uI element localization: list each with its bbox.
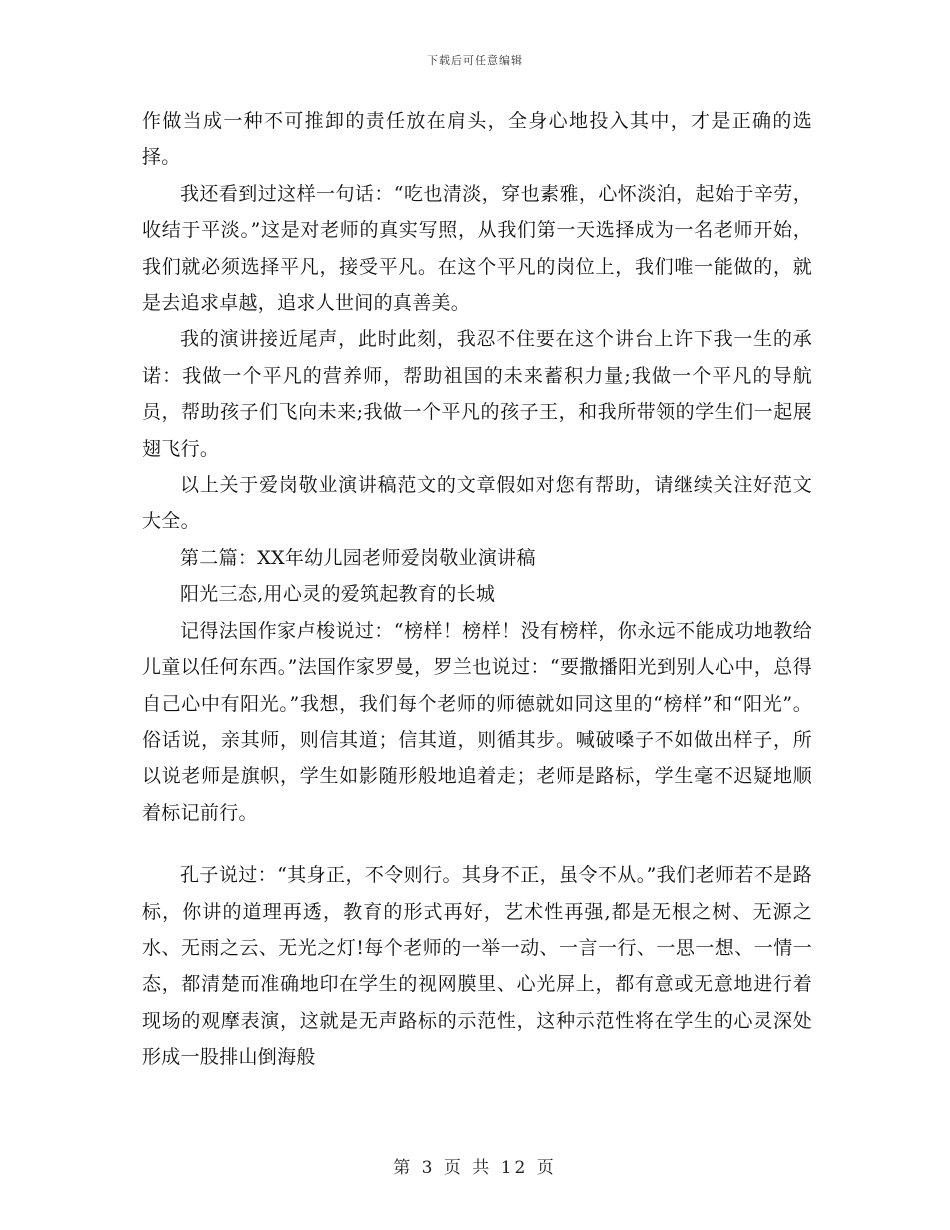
paragraph: 我的演讲接近尾声，此时此刻，我忍不住要在这个讲台上许下我一生的承诺：我做一个平凡的营养师，帮助祖国的未来蓄积力量;我做一个平凡的导航员，帮助孩子们飞向未来;我做一个平凡的孩子王，和我所带领的学生们一起展翅飞行。 [142,328,812,460]
paragraph: 记得法国作家卢梭说过：“榜样！榜样！没有榜样，你永远不能成功地教给儿童以任何东西。”法国作家罗曼，罗兰也说过：“要撒播阳光到别人心中，总得自己心中有阳光。”我想，我们每个老师的师德就如同这里的“榜样”和“阳光”。俗话说，亲其师，则信其道；信其道，则循其步。喊破嗓子不如做出样子，所以说老师是旗帜，学生如影随形般地追着走；老师是路标，学生毫不迟疑地顺着标记前行。 [142,619,812,824]
section-heading: 第二篇：XX年幼儿园老师爱岗敬业演讲稿 [180,546,536,569]
page-header: 下载后可任意编辑 [427,54,523,67]
paragraph: 以上关于爱岗敬业演讲稿范文的文章假如对您有帮助，请继续关注好范文大全。 [142,474,812,533]
paragraph: 我还看到过这样一句话：“吃也清淡，穿也素雅，心怀淡泊，起始于辛劳，收结于平淡。”这是对老师的真实写照，从我们第一天选择成为一名老师开始，我们就必须选择平凡，接受平凡。在这个平凡的岗位上，我们唯一能做的，就是去追求卓越，追求人世间的真善美。 [142,182,812,315]
paragraph: 孔子说过：“其身正，不令则行。其身不正，虽令不从。”我们老师若不是路标，你讲的道理再透，教育的形式再好，艺术性再强,都是无根之树、无源之水、无雨之云、无光之灯!每个老师的一举一动、一言一行、一思一想、一情一态，都清楚而准确地印在学生的视网膜里、心光屏上，都有意或无意地进行着现场的观摩表演，这就是无声路标的示范性，这种示范性将在学生的心灵深处形成一股排山倒海般 [142,864,812,1069]
paragraph-continued: 作做当成一种不可推卸的责任放在肩头，全身心地投入其中，才是正确的选择。 [142,110,812,169]
section-subtitle: 阳光三态,用心灵的爱筑起教育的长城 [180,583,496,606]
page-footer: 第 3 页 共 12 页 [393,1158,557,1178]
document-body [142,103,812,1076]
